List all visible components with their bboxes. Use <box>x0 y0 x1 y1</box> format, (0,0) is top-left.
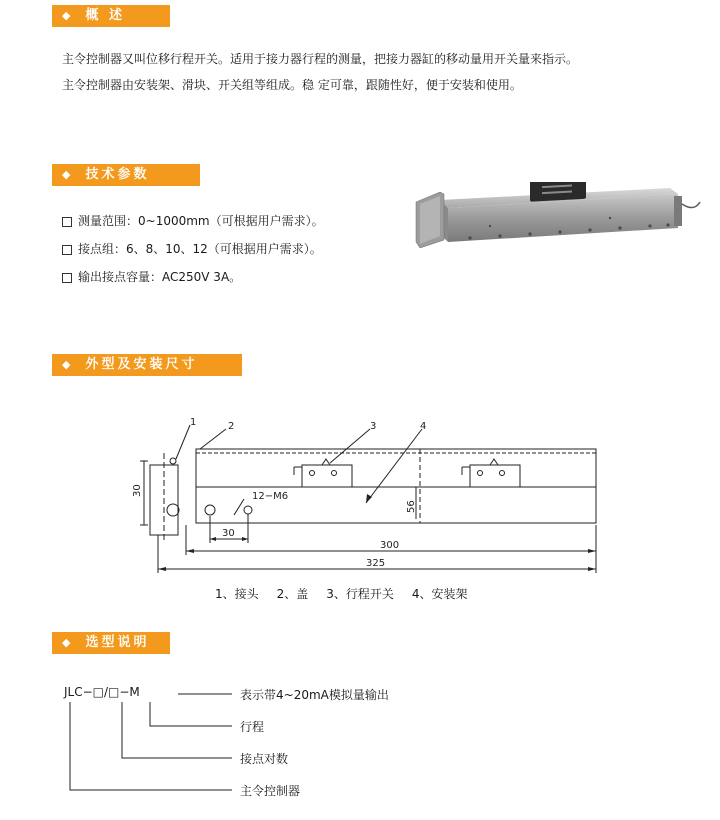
section-title: 技术参数 <box>85 167 150 182</box>
checkbox-icon <box>62 217 72 227</box>
selection-item: 接点对数 <box>240 752 289 766</box>
drawing-caption <box>215 585 486 602</box>
dim-56: 56 <box>406 500 417 513</box>
spec-text: 测量范围：0~1000mm（可根据用户需求）。 <box>78 214 324 228</box>
overview-line-2: 主令控制器由安装架、滑块、开关组等组成。稳 定可靠，跟随性好，便于安装和使用。 <box>62 78 522 92</box>
caption-part: 4、安装架 <box>411 587 468 601</box>
caption-part: 3、行程开关 <box>326 587 394 601</box>
spec-item <box>62 240 322 257</box>
caption-part: 2、盖 <box>276 587 309 601</box>
spec-item <box>62 212 324 229</box>
diamond-icon: ◆ <box>62 9 74 22</box>
dim-300: 300 <box>380 540 400 551</box>
section-title: 概 述 <box>85 8 125 23</box>
model-code-leaders <box>60 690 240 800</box>
dim-30-width: 30 <box>222 528 235 539</box>
spec-item <box>62 268 241 285</box>
section-header-specs <box>52 164 200 186</box>
overview-line-1: 主令控制器又叫位移行程开关。适用于接力器行程的测量，把接力器缸的移动量用开关量来指示。 <box>62 52 579 66</box>
section-title: 选型说明 <box>85 635 150 650</box>
callout-3: 3 <box>370 421 377 432</box>
section-title: 外型及安装尺寸 <box>85 357 198 372</box>
section-header-dimensions <box>52 354 242 376</box>
checkbox-icon <box>62 245 72 255</box>
section-header-selection <box>52 632 170 654</box>
diamond-icon: ◆ <box>62 636 74 649</box>
dim-30-height: 30 <box>132 484 143 497</box>
dimension-drawing <box>130 415 610 580</box>
callout-1: 1 <box>190 417 197 428</box>
dim-325: 325 <box>366 558 386 569</box>
callout-2: 2 <box>228 421 235 432</box>
hole-label: 12−M6 <box>252 491 289 502</box>
selection-item: 表示带4~20mA模拟量输出 <box>240 688 389 702</box>
selection-item: 行程 <box>240 720 265 734</box>
spec-text: 接点组：6、8、10、12（可根据用户需求）。 <box>78 242 322 256</box>
spec-text: 输出接点容量：AC250V 3A。 <box>78 270 242 284</box>
product-photo <box>410 182 710 262</box>
diamond-icon: ◆ <box>62 168 74 181</box>
selection-item: 主令控制器 <box>240 784 301 798</box>
callout-4: 4 <box>420 421 427 432</box>
diamond-icon: ◆ <box>62 358 74 371</box>
checkbox-icon <box>62 273 72 283</box>
section-header-overview <box>52 5 170 27</box>
model-code: JLC−□/□−M <box>64 685 140 699</box>
caption-part: 1、接头 <box>215 587 259 601</box>
